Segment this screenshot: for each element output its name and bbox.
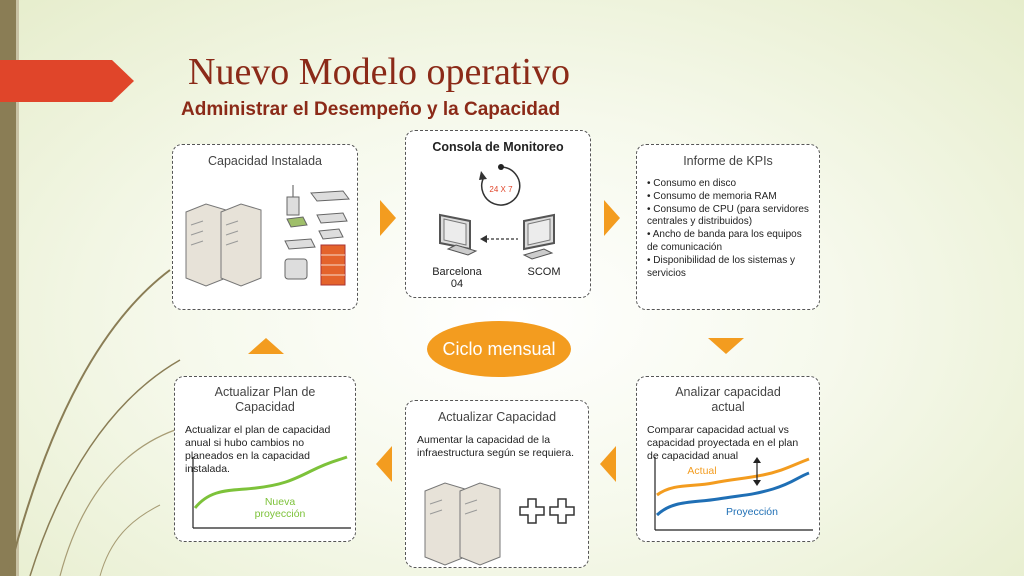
- box-heading: Capacidad Instalada: [208, 154, 322, 168]
- flow-arrow-left: [374, 444, 394, 484]
- server-rack-icon: [420, 479, 510, 569]
- kpi-item: • Consumo en disco: [647, 178, 737, 189]
- comparison-chart: [643, 455, 813, 535]
- kpi-list: [647, 178, 815, 280]
- projection-label: Proyección: [726, 506, 778, 518]
- cycle-label: 24 X 7: [489, 185, 513, 194]
- kpi-item: • Consumo de CPU (para servidores centrales y distribuidos): [647, 203, 809, 228]
- flow-arrow-up: [246, 336, 286, 356]
- cycle-label-center: Ciclo mensual: [427, 321, 571, 377]
- slide-subtitle: Administrar el Desempeño y la Capacidad: [181, 99, 561, 120]
- slide-title: Nuevo Modelo operativo: [188, 51, 571, 93]
- flow-arrow-left: [598, 444, 618, 484]
- box-description: Actualizar el plan de capacidad anual si hubo cambios no planeados en la capacidad instalada.: [185, 424, 331, 476]
- monitor-label-barcelona: Barcelona 04: [432, 266, 482, 290]
- monitor-label-scom: SCOM: [527, 266, 561, 278]
- flow-arrow-right: [602, 198, 622, 238]
- monitor-icon: [520, 211, 564, 263]
- data-flow-arrow: [480, 234, 520, 244]
- box-heading: Analizar capacidad actual: [675, 385, 781, 414]
- network-devices-icon: [273, 183, 353, 293]
- kpi-item: • Disponibilidad de los sistemas y servicios: [647, 254, 796, 279]
- box-heading: Informe de KPIs: [683, 154, 773, 168]
- monitor-icon: [436, 211, 480, 263]
- flow-arrow-down: [706, 336, 746, 356]
- box-description: Comparar capacidad actual vs capacidad proyectada en el plan de capacidad anual: [647, 424, 799, 463]
- curve-label: Nueva proyección: [254, 496, 306, 520]
- box-capacidad-instalada: [172, 144, 358, 310]
- projection-chart: [181, 453, 351, 533]
- box-description: Aumentar la capacidad de la infraestructura según se requiera.: [417, 434, 575, 460]
- box-analizar-capacidad: [636, 376, 820, 542]
- title-marker: [0, 60, 134, 102]
- box-actualizar-plan: [174, 376, 356, 542]
- flow-arrow-right: [378, 198, 398, 238]
- box-actualizar-capacidad: [405, 400, 589, 568]
- box-heading: Consola de Monitoreo: [432, 140, 564, 154]
- plus-icon: [520, 497, 580, 527]
- box-consola-monitoreo: [405, 130, 591, 298]
- box-informe-kpis: [636, 144, 820, 310]
- actual-label: Actual: [687, 465, 717, 477]
- box-heading: Actualizar Plan de Capacidad: [214, 385, 316, 414]
- kpi-item: • Consumo de memoria RAM: [647, 190, 777, 202]
- box-heading: Actualizar Capacidad: [437, 410, 557, 424]
- kpi-item: • Ancho de banda para los equipos de comunicación: [647, 229, 802, 253]
- server-rack-icon: [181, 200, 271, 290]
